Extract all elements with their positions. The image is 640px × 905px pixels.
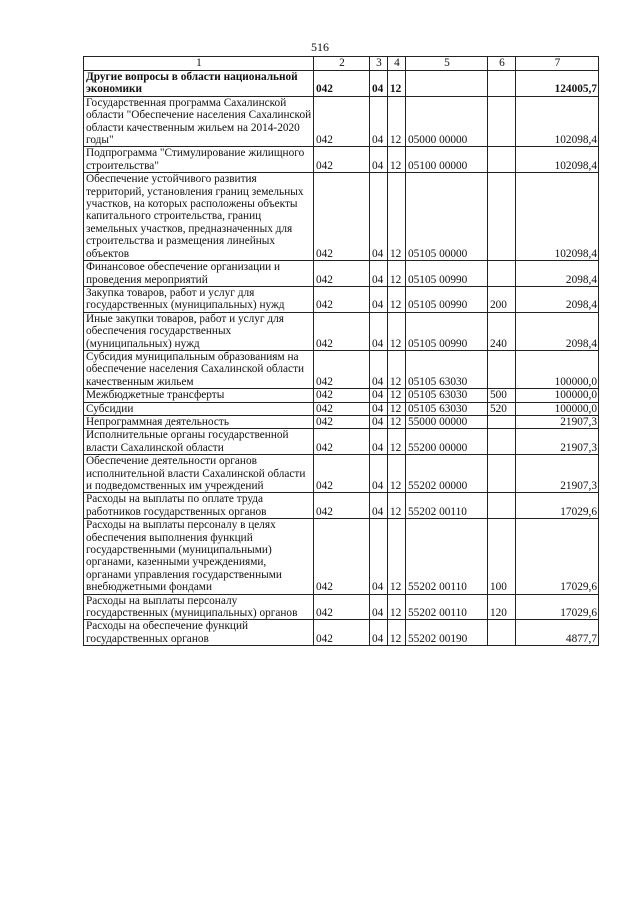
row-subsection-code: 12 — [388, 71, 406, 97]
row-name: Расходы на выплаты персоналу в целях обеспечения выполнения функций государственными (муниципальными) органами, казенными учреждениями, органами управления государственными внебюджетными фондами — [84, 519, 314, 594]
row-subsection-code: 12 — [388, 96, 406, 147]
row-section-code: 04 — [370, 594, 388, 620]
table-row — [84, 261, 599, 287]
row-section-code: 04 — [370, 71, 388, 97]
row-target-article-code: 05000 00000 — [406, 96, 488, 147]
row-section-code: 04 — [370, 96, 388, 147]
row-target-article-code: 05100 00000 — [406, 147, 488, 173]
row-amount: 102098,4 — [516, 147, 599, 173]
row-target-article-code: 55200 00000 — [406, 429, 488, 455]
row-subsection-code: 12 — [388, 415, 406, 428]
row-amount: 124005,7 — [516, 71, 599, 97]
row-expense-type-code — [488, 261, 516, 287]
row-name: Другие вопросы в области национальной экономики — [84, 71, 314, 97]
row-name: Государственная программа Сахалинской области "Обеспечение населения Сахалинской области качественным жильем на 2014-2020 годы" — [84, 96, 314, 147]
table-row — [84, 312, 599, 350]
table-row — [84, 519, 599, 594]
row-name: Иные закупки товаров, работ и услуг для обеспечения государственных (муниципальных) нужд — [84, 312, 314, 350]
row-section-code: 04 — [370, 312, 388, 350]
row-amount: 21907,3 — [516, 455, 599, 493]
page-number: 516 — [311, 40, 329, 54]
row-expense-type-code: 100 — [488, 519, 516, 594]
row-name: Непрограммная деятельность — [84, 415, 314, 428]
row-grbs-code: 042 — [314, 173, 370, 261]
row-name: Субсидия муниципальным образованиям на обеспечение населения Сахалинской области качественным жильем — [84, 350, 314, 388]
row-expense-type-code: 520 — [488, 402, 516, 415]
row-grbs-code: 042 — [314, 71, 370, 97]
header-col-7: 7 — [516, 57, 599, 71]
row-target-article-code: 55202 00110 — [406, 493, 488, 519]
row-amount: 100000,0 — [516, 402, 599, 415]
row-expense-type-code — [488, 415, 516, 428]
row-section-code: 04 — [370, 455, 388, 493]
row-expense-type-code — [488, 147, 516, 173]
row-section-code: 04 — [370, 415, 388, 428]
table-row — [84, 455, 599, 493]
table-row — [84, 429, 599, 455]
row-section-code: 04 — [370, 402, 388, 415]
row-name: Межбюджетные трансферты — [84, 389, 314, 402]
row-subsection-code: 12 — [388, 594, 406, 620]
row-amount: 21907,3 — [516, 429, 599, 455]
row-target-article-code: 55202 00190 — [406, 620, 488, 646]
table-header-row — [84, 57, 599, 71]
row-section-code: 04 — [370, 389, 388, 402]
row-grbs-code: 042 — [314, 519, 370, 594]
row-section-code: 04 — [370, 519, 388, 594]
table-row — [84, 286, 599, 312]
row-subsection-code: 12 — [388, 429, 406, 455]
row-subsection-code: 12 — [388, 519, 406, 594]
row-target-article-code: 55202 00110 — [406, 594, 488, 620]
row-grbs-code: 042 — [314, 147, 370, 173]
row-target-article-code: 05105 00990 — [406, 286, 488, 312]
row-expense-type-code — [488, 173, 516, 261]
row-subsection-code: 12 — [388, 493, 406, 519]
header-col-5: 5 — [406, 57, 488, 71]
row-name: Расходы на выплаты персоналу государственных (муниципальных) органов — [84, 594, 314, 620]
row-name: Субсидии — [84, 402, 314, 415]
row-expense-type-code — [488, 620, 516, 646]
row-amount: 17029,6 — [516, 519, 599, 594]
row-name: Подпрограмма "Стимулирование жилищного строительства" — [84, 147, 314, 173]
row-subsection-code: 12 — [388, 173, 406, 261]
row-expense-type-code — [488, 350, 516, 388]
row-amount: 2098,4 — [516, 286, 599, 312]
row-name: Закупка товаров, работ и услуг для государственных (муниципальных) нужд — [84, 286, 314, 312]
row-target-article-code: 05105 00990 — [406, 261, 488, 287]
row-subsection-code: 12 — [388, 455, 406, 493]
row-name: Обеспечение деятельности органов исполнительной власти Сахалинской области и подведомственных им учреждений — [84, 455, 314, 493]
row-target-article-code — [406, 71, 488, 97]
row-name: Исполнительные органы государственной власти Сахалинской области — [84, 429, 314, 455]
row-section-code: 04 — [370, 261, 388, 287]
header-col-2: 2 — [314, 57, 370, 71]
row-grbs-code: 042 — [314, 389, 370, 402]
table-row — [84, 620, 599, 646]
row-expense-type-code: 500 — [488, 389, 516, 402]
row-section-code: 04 — [370, 493, 388, 519]
row-expense-type-code — [488, 71, 516, 97]
row-grbs-code: 042 — [314, 493, 370, 519]
row-amount: 100000,0 — [516, 389, 599, 402]
row-subsection-code: 12 — [388, 312, 406, 350]
table-row — [84, 415, 599, 428]
row-expense-type-code — [488, 493, 516, 519]
row-grbs-code: 042 — [314, 286, 370, 312]
header-col-6: 6 — [488, 57, 516, 71]
row-amount: 17029,6 — [516, 594, 599, 620]
row-grbs-code: 042 — [314, 415, 370, 428]
table-row — [84, 71, 599, 97]
header-col-3: 3 — [370, 57, 388, 71]
row-grbs-code: 042 — [314, 261, 370, 287]
row-amount: 102098,4 — [516, 96, 599, 147]
row-subsection-code: 12 — [388, 147, 406, 173]
row-expense-type-code — [488, 455, 516, 493]
row-name: Финансовое обеспечение организации и проведения мероприятий — [84, 261, 314, 287]
row-subsection-code: 12 — [388, 261, 406, 287]
row-subsection-code: 12 — [388, 389, 406, 402]
row-target-article-code: 55202 00000 — [406, 455, 488, 493]
row-subsection-code: 12 — [388, 402, 406, 415]
row-amount: 2098,4 — [516, 312, 599, 350]
row-amount: 21907,3 — [516, 415, 599, 428]
budget-table — [83, 56, 599, 646]
row-section-code: 04 — [370, 286, 388, 312]
row-target-article-code: 05105 00990 — [406, 312, 488, 350]
row-name: Обеспечение устойчивого развития территорий, установления границ земельных участков, на которых расположены объекты капитального строительства, границ земельных участков, предназначенных для строительства и размещения линейных объектов — [84, 173, 314, 261]
header-col-1: 1 — [84, 57, 314, 71]
table-body — [84, 71, 599, 646]
row-grbs-code: 042 — [314, 312, 370, 350]
row-name: Расходы на обеспечение функций государственных органов — [84, 620, 314, 646]
table-row — [84, 96, 599, 147]
table-row — [84, 402, 599, 415]
row-target-article-code: 05105 00000 — [406, 173, 488, 261]
table-row — [84, 594, 599, 620]
row-target-article-code: 55000 00000 — [406, 415, 488, 428]
row-grbs-code: 042 — [314, 429, 370, 455]
row-section-code: 04 — [370, 429, 388, 455]
table-row — [84, 147, 599, 173]
table-row — [84, 173, 599, 261]
row-expense-type-code: 200 — [488, 286, 516, 312]
row-amount: 2098,4 — [516, 261, 599, 287]
row-subsection-code: 12 — [388, 620, 406, 646]
row-amount: 100000,0 — [516, 350, 599, 388]
row-grbs-code: 042 — [314, 96, 370, 147]
row-expense-type-code: 120 — [488, 594, 516, 620]
row-section-code: 04 — [370, 147, 388, 173]
row-target-article-code: 05105 63030 — [406, 402, 488, 415]
row-grbs-code: 042 — [314, 350, 370, 388]
header-col-4: 4 — [388, 57, 406, 71]
row-grbs-code: 042 — [314, 402, 370, 415]
row-target-article-code: 55202 00110 — [406, 519, 488, 594]
row-subsection-code: 12 — [388, 286, 406, 312]
row-amount: 4877,7 — [516, 620, 599, 646]
row-expense-type-code — [488, 96, 516, 147]
row-target-article-code: 05105 63030 — [406, 350, 488, 388]
table-row — [84, 350, 599, 388]
table-row — [84, 389, 599, 402]
row-grbs-code: 042 — [314, 594, 370, 620]
row-grbs-code: 042 — [314, 620, 370, 646]
row-section-code: 04 — [370, 173, 388, 261]
row-expense-type-code: 240 — [488, 312, 516, 350]
row-section-code: 04 — [370, 350, 388, 388]
row-target-article-code: 05105 63030 — [406, 389, 488, 402]
row-subsection-code: 12 — [388, 350, 406, 388]
row-name: Расходы на выплаты по оплате труда работников государственных органов — [84, 493, 314, 519]
row-amount: 102098,4 — [516, 173, 599, 261]
row-section-code: 04 — [370, 620, 388, 646]
row-grbs-code: 042 — [314, 455, 370, 493]
row-amount: 17029,6 — [516, 493, 599, 519]
table-row — [84, 493, 599, 519]
row-expense-type-code — [488, 429, 516, 455]
